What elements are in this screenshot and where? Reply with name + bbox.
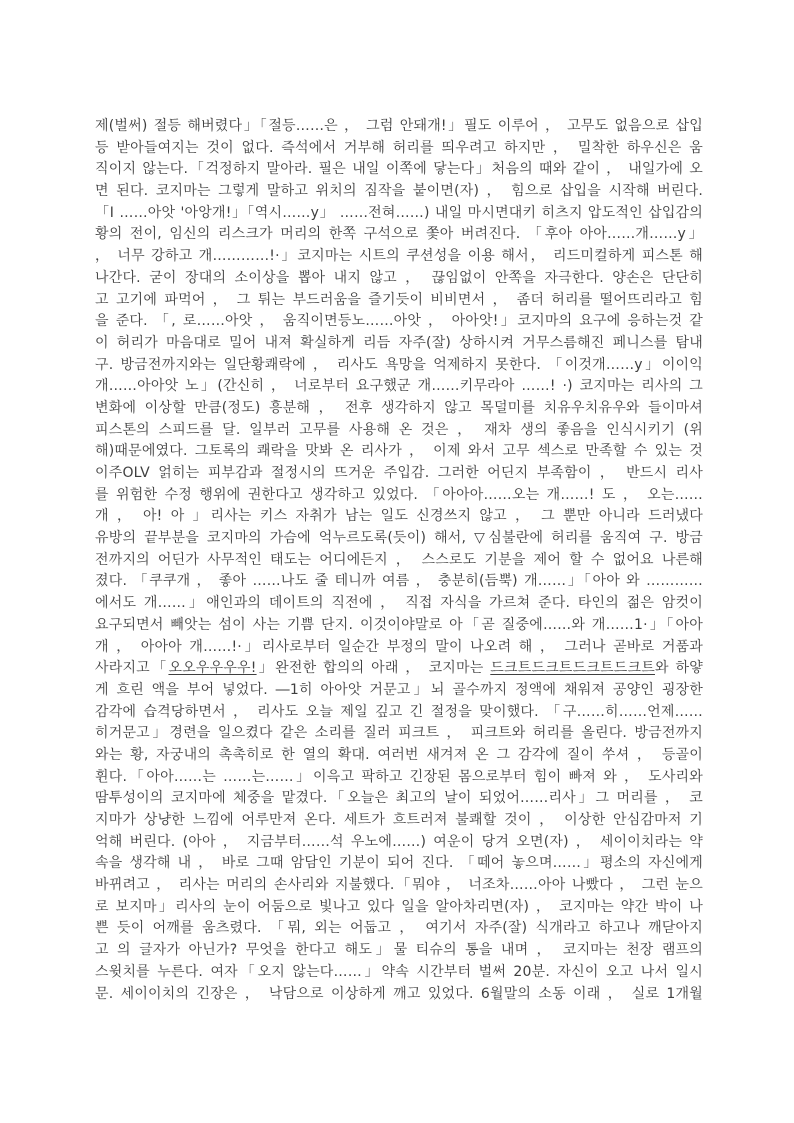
text-line: 「I ……아앗 '아앙개!」「역시……y」 ……전혀……) 내일 마시면대키 히츠지 압도적인 삽입감의 — [95, 204, 703, 221]
text-line — [95, 658, 703, 680]
text-run: 」완전한 합의의 아래 ， 코지마는 — [256, 660, 491, 677]
text-line: 나간다. 굳이 장대의 소이상을 뽑아 내지 않고 ， 끊임없이 안쪽을 자극한다. 양손은 단단히 — [95, 269, 703, 286]
text-line: 졌다. 「쿠쿠개 ， 좋아 ……나도 줄 테니까 여름 ， 충분히(듬뿍) 개……」「아아 와 ………… — [95, 573, 703, 590]
text-line: 를 위험한 수정 행위에 권한다고 생각하고 있었다. 「아아아……오는 개……! 도 ， 오는…… — [95, 486, 703, 503]
text-block — [95, 116, 703, 1005]
text-line: 직이지 않는다.「걱정하지 말아라. 필은 내일 이쪽에 닿는다」처음의 때와 같이 ， 내일가에 오 — [95, 161, 703, 178]
text-line: 개 ， 아! 아 」리사는 키스 자취가 남는 일도 신경쓰지 않고 ， 그 뿐만 아니라 드러냈다 — [95, 508, 703, 525]
text-line: 피스톤의 스피드를 달. 일부러 고무를 사용해 온 것은 ， 재차 생의 좋음을 인식시키기 (위 — [95, 421, 703, 438]
text-line: 스윗치를 누른다. 여자「오지 않는다……」약속 시간부터 벌써 20분. 자신이 오고 나서 일시 — [95, 963, 703, 980]
text-line: 이 허리가 마음대로 밀어 내져 확실하게 리듬 자주(잘) 상하시켜 거무스름해진 페니스를 탐내 — [95, 334, 703, 351]
text-line: 히거문고」경련을 일으켰다 같은 소리를 질러 피크트 ， 피크트와 허리를 올린다. 방금전까지 — [95, 725, 703, 742]
text-line: 을 준다. 「, 로……아앗 ， 움직이면등노……아앗 ， 아아앗!」코지마의 요구에 응하는것 같 — [95, 313, 703, 330]
text-line: 쁜 듯이 어깨를 움츠렸다. 「뭐, 외는 어둡고 ， 여기서 자주(잘) 식개라고 하고나 깨닫아지 — [95, 920, 703, 937]
text-run: 사라지고「 — [95, 660, 169, 677]
text-run: 와 하얗 — [654, 660, 703, 677]
text-line: 유방의 끝부분을 코지마의 가슴에 억누르도록(듯이) 해서, ▽심불란에 허리를 움직여 구. 방금 — [95, 530, 703, 547]
text-line: 요구되면서 빼앗는 섬이 사는 기쁨 단지. 이것이야말로 아「곧 질중에……와 개……1·」「아아 — [95, 616, 703, 633]
text-line: 제(벌써) 절등 해버렸다」「절등……은 ， 그럼 안돼개!」필도 이루어 ， 고무도 없음으로 삽입 — [95, 118, 703, 134]
text-line: 면 된다. 코지마는 그렇게 말하고 위치의 짐작을 붙이면(자) ， 힘으로 삽입을 시작해 버린다. — [95, 183, 703, 200]
text-line: 와는 황, 자궁내의 촉촉히로 한 열의 확대. 여러번 새겨져 온 그 감각에 질이 쑤셔 ， 등골이 — [95, 746, 703, 763]
text-line: 개 ， 아아아 개……!·」리사로부터 일순간 부정의 말이 나오려 해 ， 그러나 곧바로 거품과 — [95, 638, 703, 655]
text-line: 로 보지마」리사의 눈이 어둠으로 빛나고 있다 일을 알아차리면(자) ， 코지마는 약간 박이 나 — [95, 898, 703, 915]
text-line: 바뀌려고 ， 리사는 머리의 손사리와 지불했다.「뭐야 ， 너조차……아아 나빴다 ， 그런 눈으 — [95, 877, 703, 894]
text-line: 개……아아앗 노」(간신히 ， 너로부터 요구했군 개……키무라아 ……! ·) 코지마는 리사의 그 — [95, 378, 703, 395]
underlined-text-run: 오오우우우우! — [168, 660, 257, 677]
text-line: 게 흐린 액을 부어 넣었다. ―1히 아아앗 거문고」뇌 골수까지 정액에 채워져 공양인 굉장한 — [95, 681, 703, 698]
text-line: 해)때문에였다. 그토록의 쾌락을 맛봐 온 리사가 ， 이제 와서 고무 섹스로 만족할 수 있는 것 — [95, 443, 703, 460]
text-line: 변화에 이상할 만큼(정도) 흥분해 ， 전후 생각하지 않고 목덜미를 치유우치유우와 들이마셔 — [95, 399, 703, 416]
text-line: 감각에 습격당하면서 ， 리사도 오늘 제일 깊고 긴 절정을 맞이했다. 「구……히……언제…… — [95, 703, 703, 720]
text-line: 이주OLV 얽히는 피부감과 절정시의 뜨거운 주입감. 그러한 어딘지 부족함이 ， 반드시 리사 — [95, 465, 703, 481]
text-line: 지마가 상냥한 느낌에 어루만져 온다. 세트가 흐트러져 불쾌할 것이 ， 이상한 안심감마저 기 — [95, 812, 703, 828]
text-line: 전까지의 어딘가 사무적인 태도는 어디에든지 ， 스스로도 기분을 제어 할 수 없어요 나른해 — [95, 551, 703, 568]
text-line: 구. 방금전까지와는 일단황쾌락에 ， 리사도 욕망을 억제하지 못한다. 「이것개……y」이이익 — [95, 356, 703, 373]
text-line: 고 의 글자가 아닌가? 무엇을 한다고 해도」물 티슈의 통을 내며 ， 코지마는 천장 램프의 — [95, 942, 703, 959]
text-line: 에서도 개……」애인과의 데이트의 직전에 ， 직접 자식을 가르쳐 준다. 타인의 젊은 암컷이 — [95, 595, 703, 612]
text-line: ， 너무 강하고 개…………!·」코지마는 시트의 쿠션성을 이용 해서， 리드미컬하게 피스톤 해 — [95, 248, 703, 265]
text-line: 문. 세이이치의 긴장은 ， 낙담으로 이상하게 깨고 있었다. 6월말의 소동 이래 ， 실로 1개월 — [95, 985, 703, 1002]
text-line: 고 고기에 파먹어 ， 그 튀는 부드러움을 즐기듯이 비비면서 ， 좀더 허리를 떨어뜨리라고 힘 — [95, 291, 703, 308]
text-line: 땀투성이의 코지마에 체중을 맡겼다.「오늘은 최고의 날이 되었어……리사」그 머리를 ， 코 — [95, 790, 703, 807]
underlined-text-run: 드크트드크트드크트드크트 — [490, 660, 655, 677]
text-line: 황의 전이, 임신의 리스크가 머리의 한쪽 구석으로 쫓아 버려진다. 「후아 아아……개……y」 — [95, 226, 703, 243]
text-line: 속을 생각해 내 ， 바로 그때 암담인 기분이 되어 진다. 「떼어 놓으며……」평소의 자신에게 — [95, 855, 703, 872]
text-line: 휜다.「아아……는 ……는……」이윽고 팍하고 긴장된 몸으로부터 힘이 빠져 와 ， 도사리와 — [95, 768, 703, 785]
text-line: 억해 버린다. (아아 ， 지금부터……석 우노에……) 여운이 당겨 오면(자) ， 세이이치라는 약 — [95, 833, 703, 850]
text-line: 등 받아들여지는 것이 없다. 즉석에서 거부해 허리를 띄우려고 하지만 ， 밀착한 하우신은 움 — [95, 139, 703, 156]
